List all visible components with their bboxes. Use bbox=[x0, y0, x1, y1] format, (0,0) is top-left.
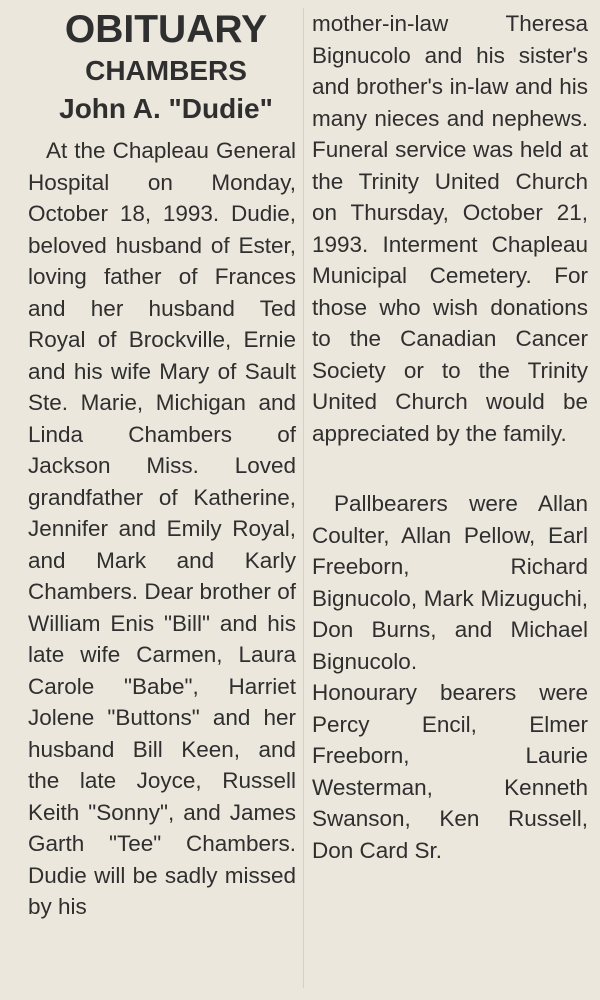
paragraph-gap bbox=[312, 449, 588, 488]
right-column bbox=[312, 0, 588, 866]
section-heading: OBITUARY bbox=[64, 8, 268, 51]
continuation-paragraph: mother-in-law Theresa Bignucolo and his sister's and brother's in-law and his many nieces and nephews. Funeral service was held at the Trinity United Church on Thursday, October 21, 1993. Interment Chapleau Municipal Cemetery. For those who wish donations to the Canadian Cancer Society or to the Trinity United Church would be appreciated by the family. bbox=[312, 11, 588, 446]
left-column bbox=[28, 0, 296, 923]
full-name-heading: John A. "Dudie" bbox=[59, 93, 273, 124]
pallbearers-paragraph: Pallbearers were Allan Coulter, Allan Pellow, Earl Freeborn, Richard Bignucolo, Mark Mizuguchi, Don Burns, and Michael Bignucolo. bbox=[312, 491, 588, 674]
surname-heading: CHAMBERS bbox=[85, 55, 247, 86]
honourary-paragraph: Honourary bearers were Percy Encil, Elmer Freeborn, Laurie Westerman, Kenneth Swanson, Ken Russell, Don Card Sr. bbox=[312, 680, 588, 863]
column-divider bbox=[303, 8, 304, 988]
main-paragraph: At the Chapleau General Hospital on Monday, October 18, 1993. Dudie, beloved husband of Ester, loving father of Frances and her husband Ted Royal of Brockville, Ernie and his wife Mary of Sault Ste. Marie, Michigan and Linda Chambers of Jackson Miss. Loved grandfather of Katherine, Jennifer and Emily Royal, and Mark and Karly Chambers. Dear brother of William Enis "Bill" and his late wife Carmen, Laura Carole "Babe", Harriet Jolene "Buttons" and her husband Bill Keen, and the late Joyce, Russell Keith "Sonny", and James Garth "Tee" Chambers. Dudie will be sadly missed by his bbox=[28, 138, 296, 919]
